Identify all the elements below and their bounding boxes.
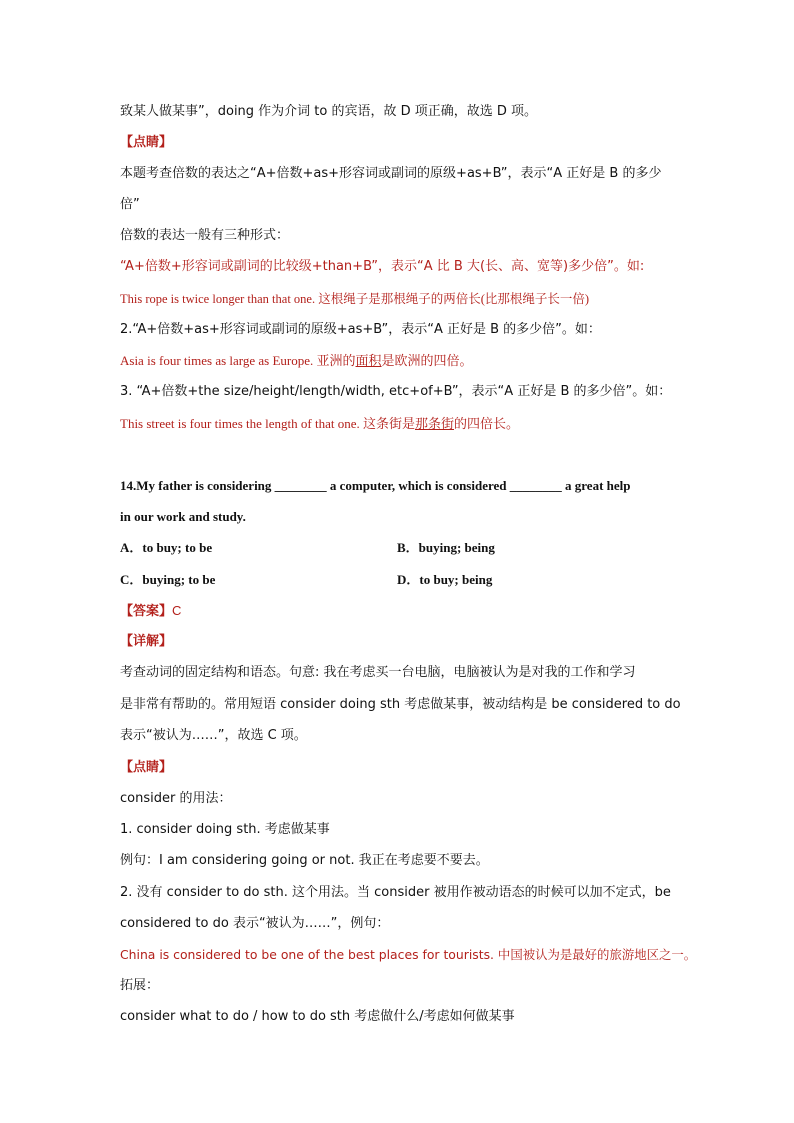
text-line: considered to do 表示“被认为……”，例句： — [120, 916, 390, 931]
text-line: consider 的用法： — [120, 791, 232, 806]
text-line: 致某人做某事”，doing 作为介词 to 的宾语，故 D 项正确，故选 D 项。 — [120, 104, 538, 119]
question-stem: 14.My father is considering ________ a computer, which is considered ________ a great help — [120, 478, 631, 493]
text-line: 拓展： — [120, 978, 160, 993]
example-sentence — [120, 414, 519, 434]
text-line: 本题考查倍数的表达之“A+倍数+as+形容词或副词的原级+as+B”，表示“A 正好是 B 的多少 — [120, 166, 662, 181]
option-a: A．to buy; to be — [120, 540, 213, 555]
example-sentence: China is considered to be one of the best places for tourists. 中国被认为是最好的旅游地区之一。 — [120, 947, 697, 962]
answer-label: 【答案】 — [120, 604, 173, 619]
option-c: C．buying; to be — [120, 572, 216, 587]
option-b: B．buying; being — [397, 540, 495, 555]
example-text: This street is four times the length of that one. 这条街是 — [120, 416, 415, 431]
section-label-tips: 【点睛】 — [120, 135, 173, 150]
example-underlined: 面积 — [355, 353, 382, 368]
example-text: 的四倍长。 — [454, 416, 520, 431]
text-line: 倍” — [120, 197, 140, 212]
text-line: 表示“被认为……”，故选 C 项。 — [120, 728, 307, 743]
text-line: 倍数的表达一般有三种形式： — [120, 228, 290, 243]
answer-line — [120, 601, 181, 622]
answer-value: C — [172, 603, 182, 618]
option-d: D．to buy; being — [397, 572, 493, 587]
example-sentence — [120, 351, 473, 371]
text-line: 2. 没有 consider to do sth. 这个用法。当 consider 被用作被动语态的时候可以加不定式，be — [120, 885, 671, 900]
section-label-tips: 【点睛】 — [120, 760, 173, 775]
example-text: 是欧洲的四倍。 — [381, 353, 473, 368]
text-line: 3. “A+倍数+the size/height/length/width, etc+of+B”，表示“A 正好是 B 的多少倍”。如： — [120, 384, 672, 399]
text-line: consider what to do / how to do sth 考虑做什么/考虑如何做某事 — [120, 1009, 515, 1024]
text-line: “A+倍数+形容词或副词的比较级+than+B”，表示“A 比 B 大(长、高、宽等)多少倍”。如: — [120, 259, 645, 274]
text-line: 考查动词的固定结构和语态。句意: 我在考虑买一台电脑，电脑被认为是对我的工作和学习 — [120, 665, 636, 680]
question-stem: in our work and study. — [120, 509, 246, 524]
text-line: 2.“A+倍数+as+形容词或副词的原级+as+B”，表示“A 正好是 B 的多少倍”。如： — [120, 322, 601, 337]
text-line: 1. consider doing sth. 考虑做某事 — [120, 822, 330, 837]
text-line: 是非常有帮助的。常用短语 consider doing sth 考虑做某事，被动结构是 be considered to do — [120, 697, 681, 712]
example-text: Asia is four times as large as Europe. 亚洲的 — [120, 353, 356, 368]
example-sentence: This rope is twice longer than that one. 这根绳子是那根绳子的两倍长(比那根绳子长一倍) — [120, 292, 590, 306]
example-underlined: 那条街 — [414, 416, 454, 431]
section-label-detail: 【详解】 — [120, 634, 173, 649]
text-line: 例句：I am considering going or not. 我正在考虑要不要去。 — [120, 853, 489, 868]
